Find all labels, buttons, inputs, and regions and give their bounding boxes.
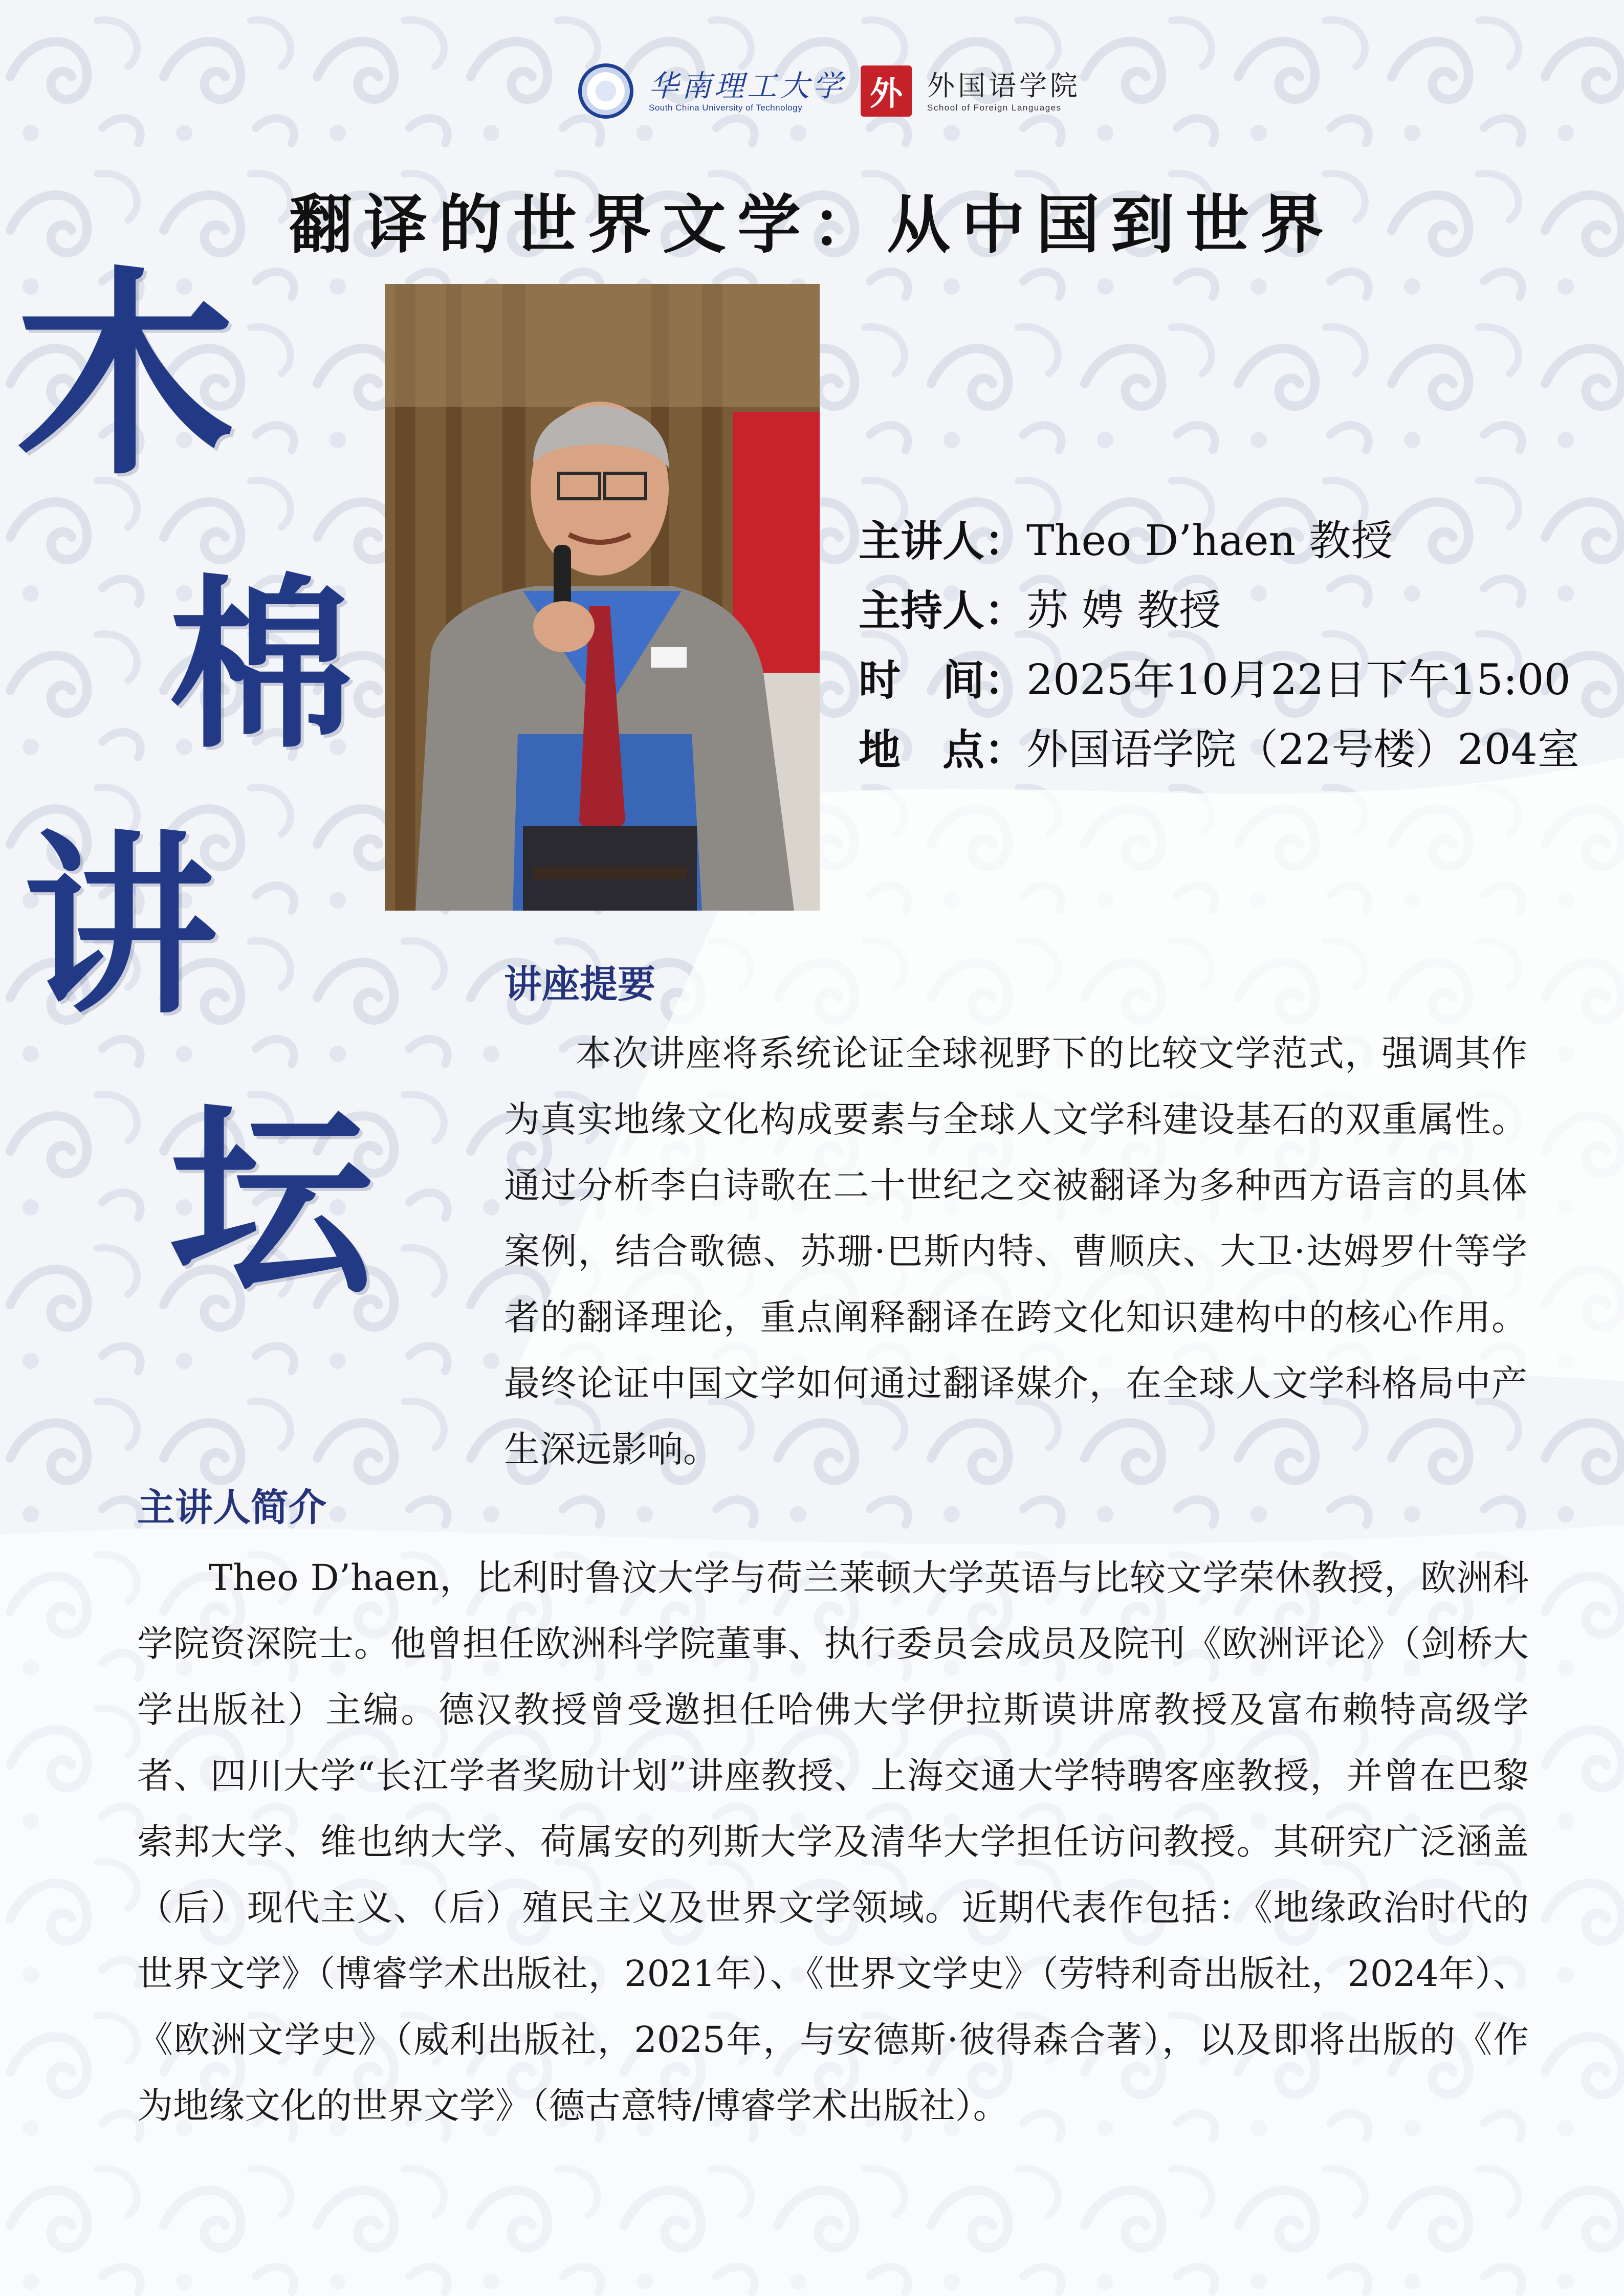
school-name-en: School of Foreign Languages xyxy=(927,103,1062,113)
university-name-cn: 华南理工大学 xyxy=(649,69,846,103)
school-logo-text xyxy=(927,69,1081,113)
series-char-4: 坛 xyxy=(169,1082,374,1322)
university-seal-logo xyxy=(578,63,633,119)
series-char-1: 木 xyxy=(15,247,235,505)
time-label: 时 间： xyxy=(859,656,1027,705)
series-char-3: 讲 xyxy=(23,811,217,1040)
speaker-row xyxy=(859,506,1579,576)
host-label: 主持人： xyxy=(859,586,1027,635)
speaker-value: Theo D’haen 教授 xyxy=(1026,517,1393,565)
series-char-2: 棉 xyxy=(169,557,353,773)
speaker-photo xyxy=(385,284,820,911)
location-value: 外国语学院（22号楼）204室 xyxy=(1026,725,1579,774)
host-value: 苏 娉 教授 xyxy=(1026,586,1221,635)
abstract-heading: 讲座提要 xyxy=(504,962,655,1006)
location-row xyxy=(859,715,1579,785)
school-logo-mark: 外 xyxy=(861,65,912,117)
event-info xyxy=(859,506,1579,785)
page-title: 翻译的世界文学：从中国到世界 xyxy=(289,188,1335,262)
school-name-cn: 外国语学院 xyxy=(927,70,1081,102)
speaker-label: 主讲人： xyxy=(859,517,1027,566)
time-value: 2025年10月22日下午15:00 xyxy=(1026,656,1571,704)
time-row xyxy=(859,646,1579,715)
bio-heading: 主讲人简介 xyxy=(137,1486,326,1530)
bio-text: Theo D’haen，比利时鲁汶大学与荷兰莱顿大学英语与比较文学荣休教授，欧洲科学院资深院士。他曾担任欧洲科学院董事、执行委员会成员及院刊《欧洲评论》（剑桥大学出版社）主编。德汉教授曾受邀担任哈佛大学伊拉斯谟讲席教授及富布赖特高级学者、四川大学“长江学者奖励计划”讲座教授、上海交通大学特聘客座教授，并曾在巴黎索邦大学、维也纳大学、荷属安的列斯大学及清华大学担任访问教授。其研究广泛涵盖（后）现代主义、（后）殖民主义及世界文学领域。近期代表作包括：《地缘政治时代的世界文学》（博睿学术出版社，2021年）、《世界文学史》（劳特利奇出版社，2024年）、《欧洲文学史》（威利出版社，2025年，与安德斯·彼得森合著），以及即将出版的《作为地缘文化的世界文学》（德古意特/博睿学术出版社）。 xyxy=(137,1557,1529,2127)
host-row xyxy=(859,576,1579,646)
abstract-text: 本次讲座将系统论证全球视野下的比较文学范式，强调其作为真实地缘文化构成要素与全球人文学科建设基石的双重属性。通过分析李白诗歌在二十世纪之交被翻译为多种西方语言的具体案例，结合歌德、苏珊·巴斯内特、曹顺庆、大卫·达姆罗什等学者的翻译理论，重点阐释翻译在跨文化知识建构中的核心作用。最终论证中国文学如何通过翻译媒介，在全球人文学科格局中产生深远影响。 xyxy=(504,1032,1527,1470)
university-name-en: South China University of Technology xyxy=(649,103,803,113)
header-logos xyxy=(578,60,1081,122)
university-logo-text xyxy=(649,69,845,113)
location-label: 地 点： xyxy=(859,725,1027,775)
